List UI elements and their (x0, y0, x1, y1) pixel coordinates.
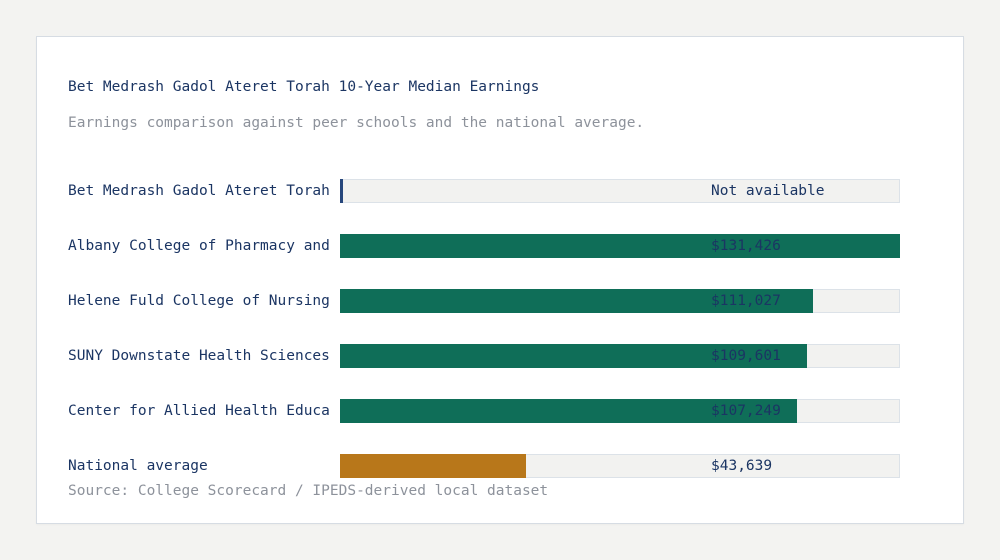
row-label: Albany College of Pharmacy and (68, 238, 330, 254)
chart-row (68, 454, 935, 478)
earnings-card (36, 36, 964, 524)
row-label: SUNY Downstate Health Sciences (68, 348, 330, 364)
source-note: Source: College Scorecard / IPEDS-derived local dataset (68, 483, 549, 499)
chart-row (68, 344, 935, 368)
page-title: Bet Medrash Gadol Ateret Torah 10-Year Median Earnings (68, 79, 540, 95)
bar-track (340, 454, 900, 478)
bar-value: $111,027 (711, 293, 781, 309)
row-label: National average (68, 458, 208, 474)
bar-fill (340, 179, 343, 203)
row-label: Bet Medrash Gadol Ateret Torah (68, 183, 330, 199)
page-subtitle: Earnings comparison against peer schools and the national average. (68, 115, 645, 131)
bar-track (340, 179, 900, 203)
row-label: Center for Allied Health Educa (68, 403, 330, 419)
bar-track (340, 234, 900, 258)
chart-row (68, 234, 935, 258)
bar-fill (340, 234, 900, 258)
row-label: Helene Fuld College of Nursing (68, 293, 330, 309)
chart-row (68, 399, 935, 423)
bar-chart (68, 179, 935, 478)
bar-value: $131,426 (711, 238, 781, 254)
chart-row (68, 289, 935, 313)
bar-value: Not available (711, 183, 825, 199)
bar-value: $107,249 (711, 403, 781, 419)
bar-fill (340, 454, 526, 478)
bar-value: $43,639 (711, 458, 773, 474)
bar-value: $109,601 (711, 348, 781, 364)
bar-track (340, 289, 900, 313)
card-content (37, 79, 963, 500)
bar-track (340, 344, 900, 368)
bar-track (340, 399, 900, 423)
chart-row (68, 179, 935, 203)
